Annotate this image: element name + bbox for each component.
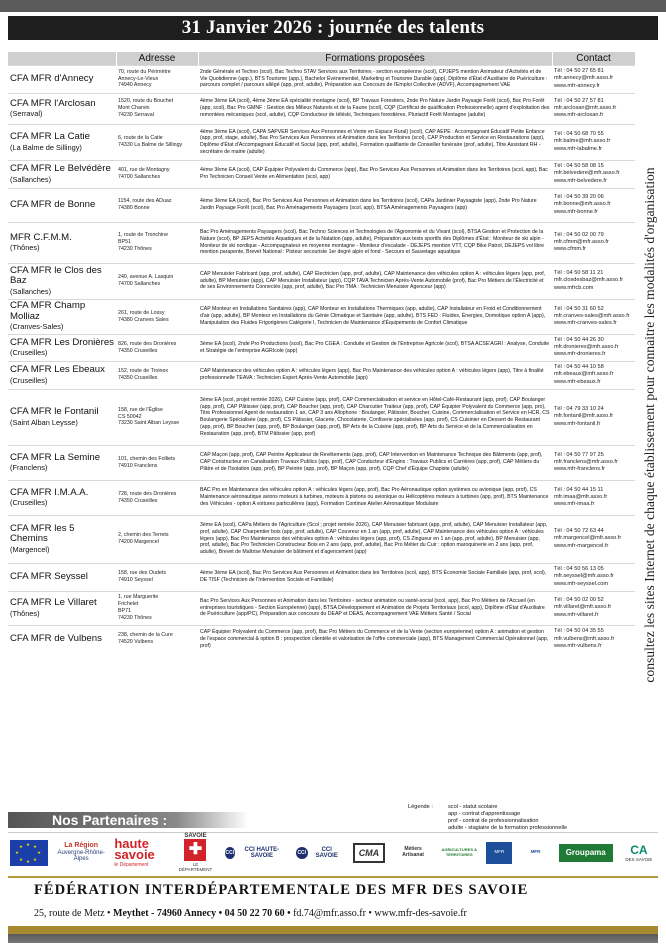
centre-contact [552,389,635,445]
address-line: BP51 [118,239,131,246]
centre-name [8,480,116,515]
centre-formations: 4ème 3ème EA (scol), Bac Pro Services Aux Personnes et Animation dans les Territoires (scol), CAPa Jardinier Paysagiste (app), 2nde Pro Nature Jardin Paysage Forêt (scol), Bac Pro Aménagements Paysagers (scol, app), BTSA Aménagements Paysagers (app) [198,188,552,222]
table-row [8,563,635,591]
legend-item: prof - contrat de professionnalisation [448,818,539,825]
email-link[interactable]: mfr.vulbens@mfr.asso.fr [554,635,615,642]
website-link[interactable]: www.mfr-arclosan.fr [554,112,604,119]
address-line: CS 50042 [118,413,142,420]
phone-number: Tél : 04 50 58 11 21 [554,270,604,277]
address-line: 74200 Margencel [118,539,159,545]
centre-contact [552,625,635,653]
website-link[interactable]: www.mfr-franclens.fr [554,466,605,473]
centre-formations: 4ème 3ème EA (scol), CAPA SAPVER Services Aux Personnes et Vente en Espace Rural) (scol), CAP AEPE : Accompagnant Éducatif Petite Enfance (app, prof, stage, adulte), Bac Pro Services Aux Personnes et Animation dans les Territoires (scol), CAP Production et Service en Restaurations (app), Diplôme d'État d'Accompagnant Éducatif et Social (app, prof, adulte), Formation qualifiante de Conseiller funéraire (prof, adulte), Titre Assistant RH - secrétaire de mairie (adulte) [198,124,552,160]
address-line: 240, avenue A. Lasquin [118,274,174,281]
email-link[interactable]: mfr.dronieres@mfr.asso.fr [554,343,619,350]
directory-table [8,52,636,653]
website-link[interactable]: www.mfr-cranves-sales.fr [554,320,617,327]
table-row [8,334,635,361]
centre-address [116,93,198,124]
email-link[interactable]: mfr.franclens@mfr.asso.fr [554,458,618,465]
centre-address [116,188,198,222]
email-link[interactable]: mfr.closdesbaz@mfr.asso.fr [554,277,624,284]
centre-name-text: CFA MFR de Bonne [10,198,96,210]
address-line: 74330 La Balme de Sillingy [118,142,183,148]
website-link[interactable]: www.mfrcb.com [554,284,594,291]
centre-location: (Serraval) [10,109,43,119]
centre-contact [552,188,635,222]
centre-formations: CAP Monteur en Installations Sanitaires (app), CAP Monteur en Installations Thermiques (app, adulte), CAP Installateur en Froid et Conditionnement d'air (app, adulte), BP Monteur en Installations du Génie Climatique et Sanitaire (app, adulte), BTS FED : Fluides, Énergies, Domotique option A (app), Manipulation des Fluides Frigorigènes Catégorie I, Technicien de Maintenance d'Équipements de Confort Climatique [198,299,552,334]
centre-name-text: CFA MFR I.M.A.A. [10,486,89,498]
table-row [8,93,635,124]
phone-number: Tél : 04 50 44 15 11 [554,486,604,493]
address-line: 73230 Saint Alban Leysse [118,420,180,427]
phone-number: Tél : 04 50 56 13 05 [554,566,604,573]
centre-name [8,389,116,445]
address-line: 74910 Seyssel [118,577,153,583]
centre-contact [552,515,635,563]
cci-haute-savoie-logo: CCI CCI HAUTE-SAVOIE [225,846,280,859]
table-row [8,445,635,480]
federation-title: FÉDÉRATION INTERDÉPARTEMENTALE DES MFR DES SAVOIE [8,876,658,902]
centre-name-text: CFA MFR Les Dronières [10,336,114,348]
header-name [8,52,116,65]
centre-name [8,65,116,93]
centre-location: (La Balme de Sillingy) [10,142,82,152]
metiers-artisanat-logo: Métiers Artisanat [402,846,424,858]
centre-name-text: CFA MFR les 5 Chemins [10,522,75,545]
address-line: 74350 Cruseilles [118,497,158,504]
address-line: 74940 Annecy [118,82,152,89]
centre-name-text: MFR C.F.M.M. [10,231,72,243]
centre-contact [552,263,635,299]
address-line: 238, chemin de la Cure [118,632,173,639]
centre-formations: 4ème 3ème EA (scol), Bac Pro Services Aux Personnes et Animation dans les Territoires (scol, app), BTS Économie Sociale Familiale (app, prof, scol), DE TISF (Technicien de l'Intervention Sociale et Familiale) [198,563,552,591]
centre-address [116,389,198,445]
centre-contact [552,361,635,389]
email-link[interactable]: mfr.cranves-sales@mfr.asso.fr [554,312,630,319]
centre-address [116,160,198,188]
centre-location: (Margencel) [10,544,50,554]
centre-address [116,334,198,361]
centre-formations: 3ème EA (scol), 2nde Pro Productions (scol), Bac Pro CGEA : Conduite et Gestion de l'Entreprise Agricole (scol), BTSA ACSE'AGRI : Analyse, Conduite et Stratégie de l'entreprise AGRIcole (app) [198,334,552,361]
centre-name [8,334,116,361]
phone-number: Tél : 04 50 44 10 58 [554,364,604,371]
email-link[interactable]: mfr.margencel@mfr.asso.fr [554,535,622,542]
centre-location: (Franclens) [10,463,48,473]
table-row [8,389,635,445]
email-link[interactable]: mfr.annecy@mfr.asso.fr [554,75,614,82]
email-link[interactable]: mfr.imaa@mfr.asso.fr [554,493,608,500]
credit-agricole-logo: CA DES SAVOIE [625,843,653,862]
centre-formations: 3ème EA (scol), CAPa Métiers de l'Agriculture (Scol ; projet rentrée 2026), CAP Menuisier fabricant (app, prof, adulte), CAP Menuisier Installateur (app, prof, adulte), CAP Charpentier bois (app, prof, adulte), CAP Couvreur en 1 an (app, prof, adulte), CAP Maintenance des véhicules option A : véhicules légers (app), Bac Pro Maintenance des véhicules option A : véhicules légers (app, prof), CS Zingueur en 1 an (app, prof, adulte), BP Menuisier (app, prof, adulte), Bac Pro Technicien Constructeur Bois en 2 ans (app, prof, adulte), Bac Pro Métier du Cuir : option maroquinerie en 2 ans (app, prof, adulte), Brevet de Maîtrise Menuisier de bâtiment et d'agencement (app) [198,515,552,563]
bottom-shadow [8,934,658,943]
email-link[interactable]: mfr.arclosan@mfr.asso.fr [554,104,617,111]
address-line: 74350 Cruseilles [118,347,158,354]
phone-number: Tél : 04 50 58 08 15 [554,163,604,170]
address-line: 152, route de Troinex [118,368,169,375]
website-link[interactable]: www.mfr-villaret.fr [554,611,599,618]
address-line: 1, rue Marguerite [118,594,159,601]
centre-contact [552,160,635,188]
centre-formations: CAP Menuisier Fabricant (app, prof, adulte), CAP Électricien (app, prof, adulte), CAP Maintenance des véhicules option A : véhicules légers (app, prof, adulte), BP Menuisier (app), CAP Menuisier Installateur (app), CQP TAVA Technicien Après-Vente Automobile (prof), Bac Pro Métiers de l'Électricité et de ses Environnements Connectés (app, prof, adulte), Bac Pro TMA : Technicien Menuisier Agenceur (app) [198,263,552,299]
address-line: 6, route de la Catie [118,135,163,142]
address-line: 826, route des Dronières [118,340,177,347]
cma-logo: CMA [353,843,385,863]
centre-contact [552,334,635,361]
website-link[interactable]: www.mfr-annecy.fr [554,82,600,89]
centre-name [8,563,116,591]
centre-location: (Thônes) [10,243,40,253]
address-line: 74230 Serraval [118,111,154,118]
website-link[interactable]: www.mfr-labalme.fr [554,145,602,152]
email-link[interactable]: mfr.fontanil@mfr.asso.fr [554,413,614,420]
centre-location: (Cruseilles) [10,375,48,385]
website-link[interactable]: www.mfr-fontanil.fr [554,420,601,427]
centre-formations: 4ème 3ème EA (scol), 4ème 3ème EA spécialité montagne (scol), BP Travaux Forestiers, 2nde Pro Nature Jardin Paysage Forêt (scol), Bac Pro Forêt (app, scol), Bac Pro GMNF : Gestion des Milieux Naturels et de la Faune (scol), CQP (Certificat de qualification Professionnelle) agent d'exploitation des remontées mécaniques (scol, adulte), CQP Conducteur de téléski, Techniques forestières, Pluriactif Forêt Montagne (adulte) [198,93,552,124]
centre-address [116,480,198,515]
address-line: 70, route du Périmètre [118,68,171,75]
centre-address [116,515,198,563]
table-row [8,188,635,222]
address-line: 74350 Cruseilles [118,375,158,381]
centre-location: (Sallanches) [10,174,52,184]
page-title: 31 Janvier 2026 : journée des talents [8,16,658,40]
centre-address [116,591,198,625]
address-line: 1, route de Tronchine [118,232,169,239]
phone-number: Tél : 04 50 31 60 52 [554,305,604,312]
centre-address [116,299,198,334]
centre-name-text: CFA MFR de Vulbens [10,632,102,644]
phone-number: Tél : 04 50 68 70 55 [554,131,604,138]
legend-item: scol - statut scolaire [448,804,498,810]
bottom-stripe [8,926,658,934]
table-row [8,299,635,334]
phone-number: Tél : 04 50 02 00 79 [554,231,604,238]
centre-location: (Sallanches) [10,286,52,296]
website-link[interactable]: www.cfmm.fr [554,246,587,253]
centre-name [8,160,116,188]
centre-formations: Bac Pro Services Aux Personnes et Animation dans les Territoires - secteur animation ou santé-social (scol, app), Bac Pro Métiers de l'Accueil (en entreprises touristiques - Section Européenne) (app), BTSA Développement et Animation de Projets Territoriaux (scol, app), Diplôme d'État d'Auxiliaire de Puériculture (app/PC), Préparation aux concours du DEAP et DEAS, Accompagnement VAE Métiers Santé / Social [198,591,552,625]
centre-contact [552,591,635,625]
table-row [8,65,635,93]
address-line: 1154, route des ADuaz [118,198,172,205]
centre-address [116,563,198,591]
address-line: 158, rue des Oudets [118,570,166,577]
centre-name [8,515,116,563]
address-line: 74700 Sallanches [118,174,161,180]
header-contact: Contact [552,52,635,65]
centre-name [8,299,116,334]
haute-savoie-logo: haute savoie le Département [114,835,155,868]
website-link[interactable]: www.mfr-vulbens.fr [554,642,602,649]
centre-address [116,263,198,299]
centre-name [8,124,116,160]
table-row [8,222,635,263]
centre-name-text: CFA MFR l'Arclosan [10,97,96,109]
partner-logos [8,832,658,872]
website-link[interactable]: www.mfr-margencel.fr [554,542,609,549]
phone-number: Tél : 04 50 02 00 52 [554,597,604,604]
website-link[interactable]: www.mfr-ebeaux.fr [554,378,601,385]
table-row [8,124,635,160]
phone-number: Tél : 04 50 77 97 25 [554,451,604,458]
email-link[interactable]: mfr.balme@mfr.asso.fr [554,138,611,145]
email-link[interactable]: mfr.ebeaux@mfr.asso.fr [554,371,614,378]
address-line: 2, chemin des Terrets [118,532,169,539]
region-logo: La Région Auvergne-Rhône-Alpes [57,842,105,863]
top-bar [0,0,666,12]
centre-name-text: CFA MFR La Catie [10,131,90,143]
centre-name-text: CFA MFR Le Villaret [10,597,97,609]
address-line: 101, chemin des Folliets [118,455,176,462]
centre-location: (Saint Alban Leysse) [10,417,78,427]
address-line: 74380 Cranves Sales [118,316,169,323]
federation-address: 25, route de Metz • Meythet - 74960 Annecy • 04 50 22 70 60 • fd.74@mfr.asso.fr • www.mfr-des-savoie.fr [34,908,467,919]
table-row [8,625,635,653]
centre-name-text: CFA MFR Les Ebeaux [10,364,105,376]
address-line: 1520, route du Bouchet [118,98,174,105]
centre-formations: 2nde Générale et Techno (scol), Bac Techno STAV Services aux Territoires - section européenne (scol), CPJEPS mention Animateur d'Activités et de Vie Quotidienne (app.), BTS Tourisme (app.), Bachelor Événementiel, Marketing et Tourisme Durable (app), Diplôme d'État d'Auxiliaire de Puériculture : parcours complet / parcours allégé (app, prof, adulte), Préparation aux Concours de l'Emploi Collective (ADVF), Accompagnement VAE [198,65,552,93]
centre-contact [552,480,635,515]
centre-address [116,625,198,653]
centre-contact [552,124,635,160]
address-line: 74910 Franclens [118,462,158,469]
table-row [8,160,635,188]
centre-formations: CAP Maintenance des véhicules option A : véhicules légers (app), Bac Pro Maintenance des véhicules option A : véhicules légers (app), Titre à finalité professionnelle TEAVA : Technicien Expert Après-Vente Automobile (app) [198,361,552,389]
table-row [8,361,635,389]
centre-name-text: CFA MFR Champ Molliaz [10,300,86,322]
address-line: 74230 Thônes [118,614,152,621]
address-line: 74380 Bonne [118,205,150,211]
table-row [8,480,635,515]
table-row [8,263,635,299]
centre-name [8,222,116,263]
centre-contact [552,222,635,263]
email-link[interactable]: mfr.seyssel@mfr.asso.fr [554,573,614,580]
table-row [8,515,635,563]
address-line: 74230 Thônes [118,245,152,252]
centre-contact [552,93,635,124]
centre-name-text: CFA MFR La Semine [10,451,101,463]
mfr-famille-logo: MFR [530,849,541,855]
centre-formations: Bac Pro Aménagements Paysagers (scol), Bac Techno Sciences et Technologies de l'Agronomie et du Vivant (scol), BTSA Gestion et Protection de la Nature (scol), BP JEPS Activités Aquatiques et de la Natation (app, adulte), Préparation aux tests sportifs des Diplômes d'État : Moniteur de ski alpin - Moniteur de ski nordique - Accompagnateur en moyenne montagne - Moniteur d'escalade - DEJEPS mention VTT, CQP Bike Patrol, DEJEPS vol libre mention parapente, Brevet National : Pisteur secouriste 1er degré alpin et fond - Secours et Sauvetage aquatique [198,222,552,263]
centre-location: (Cranves-Sales) [10,322,64,332]
centre-name [8,93,116,124]
website-link[interactable]: www.mfr-dronieres.fr [554,351,606,358]
email-link[interactable]: mfr.cfmm@mfr.asso.fr [554,238,609,245]
centre-formations: BAC Pro en Maintenance des véhicules option A : véhicules légers (app, prof), Bac Pro Aéronautique option systèmes ou avionique (app, prof), CS Maintenance aéronautique avions moteurs à turbines, moteurs à pistons ou avionique ou Hélicoptères moteurs à turbines (app, prof), BTS Maintenance des Véhicules - option A voitures particulières (app), Formation Continue Atelier Aéronautique Modulaire [198,480,552,515]
address-line: Frichelet [118,601,139,608]
email-link[interactable]: mfr.belvedere@mfr.asso.fr [554,170,620,177]
website-link[interactable]: www.mfr-seyssel.com [554,580,609,587]
savoie-logo: SAVOIE ✚ LE DÉPARTEMENT [178,833,213,872]
phone-number: Tél : 04 50 72 63 44 [554,528,604,535]
email-link[interactable]: mfr.bonne@mfr.asso.fr [554,201,611,208]
header-address: Adresse [116,52,198,65]
centre-name [8,625,116,653]
centre-contact [552,299,635,334]
centre-name-text: CFA MFR d'Annecy [10,72,94,84]
partners-heading: Nos Partenaires : [8,812,248,828]
centre-contact [552,445,635,480]
website-link[interactable]: www.mfr-bonne.fr [554,208,598,215]
phone-number: Tél : 04 50 44 26 30 [554,336,604,343]
address-line: BP71 [118,608,131,614]
website-link[interactable]: www.mfr-imaa.fr [554,501,595,508]
phone-number: Tél : 04 50 39 20 06 [554,194,604,201]
mfr-logo: MFR [486,842,512,864]
phone-number: Tél : 04 50 27 57 81 [554,97,604,104]
centre-address [116,222,198,263]
centre-formations: CAP Équipier Polyvalent du Commerce (app, prof), Bac Pro Métiers du Commerce et de la Vente (section européenne) option A : animation et gestion de l'espace commercial & option B : prospection clientèle et valorisation de l'offre commerciale (app), BTS Management Commercial Opérationnel (app, prof) [198,625,552,653]
centre-formations: 4ème 3ème EA (scol), CAP Équipier Polyvalent du Commerce (app), Bac Pro Services Aux Personnes et Animation dans les Territoires (scol, app), Bac Pro Technicien Conseil Vente en Alimentation (scol, app) [198,160,552,188]
legend-label: Légende : [408,804,433,810]
email-link[interactable]: mfr.villaret@mfr.asso.fr [554,604,612,611]
cci-savoie-logo: CCI CCI SAVOIE [297,846,338,859]
centre-address [116,65,198,93]
phone-number: Tél : 04 79 33 10 24 [554,406,604,413]
phone-number: Tél : 04 50 04 35 55 [554,628,604,635]
website-link[interactable]: www.mfr-belvedere.fr [554,177,607,184]
centre-location: (Cruseilles) [10,348,48,358]
address-line: Annecy-Le-Vieux [118,75,159,82]
centre-name-text: CFA MFR le Fontanil [10,406,99,418]
centre-address [116,361,198,389]
centre-name-text: CFA MFR le Clos des Baz [10,264,102,287]
centre-address [116,445,198,480]
address-line: 74700 Sallanches [118,281,161,287]
address-line: 158, rue de l'Église [118,406,163,413]
centre-name-text: CFA MFR Le Belvédère [10,163,111,175]
address-line: 74520 Vulbens [118,639,154,646]
legend-item: app - contrat d'apprentissage [448,811,521,818]
address-line: 728, route des Dronières [118,490,177,497]
centre-name [8,188,116,222]
centre-location: (Cruseilles) [10,498,48,508]
centre-name [8,361,116,389]
centre-name [8,445,116,480]
table-header-row [8,52,635,65]
header-formations: Formations proposées [198,52,552,65]
side-note [636,52,664,797]
centre-formations: 3ème EA (scol, projet rentrée 2026), CAP Cuisine (app, prof), CAP Commercialisation et service en Hôtel-Café-Restaurant (app, prof), CAP Boulanger (app, prof), CAP Pâtissier (app, prof), CAP Boucher (app, prof), CAP Charcutier Traiteur (app, prof), CAP Équipier Polyvalent du Commerce (app, pro), Titre Professionnel Agent de restauration 1 an, CAP 3 ans Allophone : Boulanger, Pâtissier, Boucher, Cuisine, Commercialisation et Service en HCR, CS Boulangerie Spécialisée (app, prof), CS Pâtissier, Glacerie, Chocolaterie, Confiserie spécialisées (app, prof), CS Cuisinier en Dessert de Restaurant (app, prof), BP Boucher (app, prof), BP Boulanger (app, prof), BP Arts de la Cuisine (app, prof), BP Arts du Service et de la Commercialisation en Restauration (app, prof), BTM Pâtissier (app, prof) [198,389,552,445]
phone-number: Tél : 04 50 27 65 81 [554,68,604,75]
address-line: 401, rue de Montagny [118,167,170,174]
address-line: Mont Charvin [118,105,150,112]
table-row [8,591,635,625]
side-note-text: consultez les sites Internet de chaque établissement pour connaitre les modalités d'organisation [642,166,657,683]
centre-name-text: CFA MFR Seyssel [10,570,88,582]
legend-item: adulte - stagiaire de la formation professionnelle [448,825,568,832]
groupama-logo: Groupama [559,844,613,862]
centre-location: (Thônes) [10,608,40,618]
centre-name [8,591,116,625]
centre-address [116,124,198,160]
centre-name [8,263,116,299]
agriculture-logo: AGRICULTURES & TERRITOIRES [441,847,477,857]
centre-formations: CAP Maçon (app, prof), CAP Peintre Applicateur de Revêtements (app, prof), CAP Intervention en Maintenance Technique des Bâtiments (app, prof), CAP Constructeur en Canalisation Travaux Publics (app, prof), CAP Conducteur d'Engins : Travaux Publics et Carrières (app, prof), CAP Métiers du Plâtre et de l'Isolation (app, prof), BP Peintre (app, prof), BP Maçon (app, prof), CQP Chef d'Équipe Chapiste (adulte) [198,445,552,480]
eu-flag-icon: ★ ★ ★ ★ ★ ★ ★ ★ [10,840,48,866]
centre-contact [552,65,635,93]
centre-contact [552,563,635,591]
address-line: 261, route de Lossy [118,309,165,316]
